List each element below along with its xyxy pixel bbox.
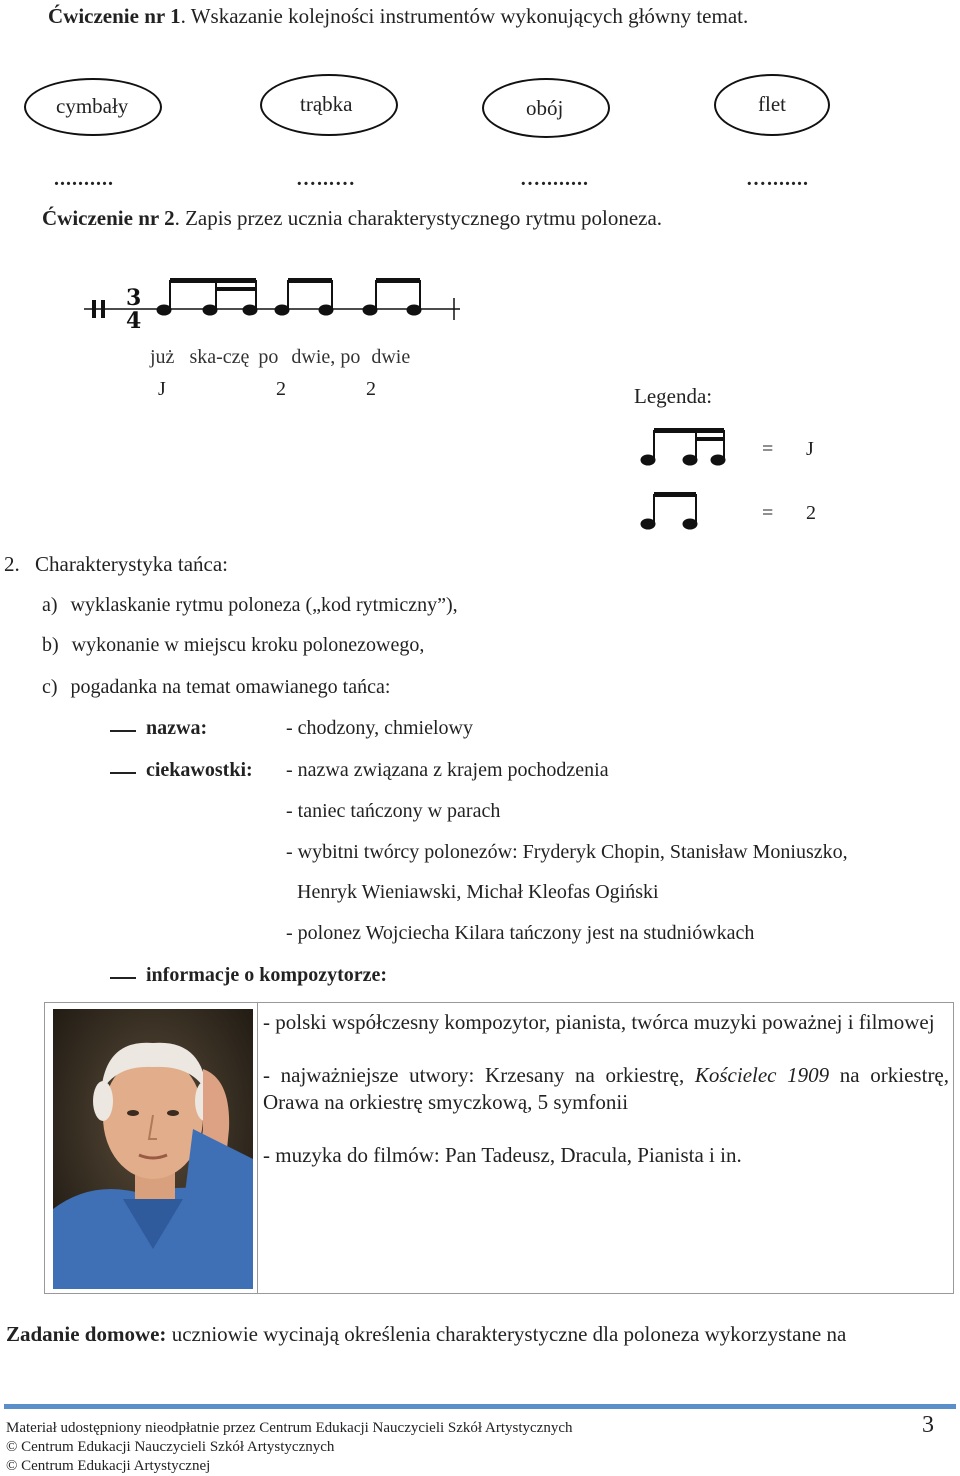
- time-signature-denominator: 4: [126, 308, 142, 334]
- legend-symbol-eighths: [636, 488, 706, 534]
- curio-line: - polonez Wojciecha Kilara tańczony jest na studniówkach: [286, 922, 755, 944]
- lyric-syllable: po: [340, 346, 361, 368]
- homework-text: uczniowie wycinają określenia charakterystyczne dla poloneza wykorzystane na: [166, 1322, 847, 1346]
- instrument-label: trąbka: [300, 92, 353, 116]
- blank-3: …........: [520, 168, 589, 190]
- blank-2: …...…: [296, 168, 356, 190]
- composer-description: [263, 1009, 949, 1195]
- exercise2-heading: [42, 206, 662, 231]
- instrument-oval-3: [482, 78, 610, 138]
- name-label: nazwa:: [146, 717, 208, 739]
- dash-bullet: [110, 977, 136, 979]
- composer-photo: [53, 1009, 253, 1289]
- name-value: - chodzony, chmielowy: [286, 717, 473, 739]
- section2-number: 2.: [4, 552, 20, 576]
- composer-works-b: na orkiestrę, Orawa na orkiestrę smyczkową, 5 symfonii: [263, 1063, 950, 1114]
- blank-1: ..........: [54, 168, 114, 190]
- section2-heading: [4, 552, 228, 577]
- time-signature-numerator: 3: [126, 285, 142, 311]
- page-number: 3: [922, 1412, 934, 1438]
- table-divider: [257, 1003, 258, 1293]
- exercise2-label: Ćwiczenie nr 2: [42, 206, 175, 230]
- dash-bullet: [110, 772, 136, 774]
- composer-label: informacje o kompozytorze:: [146, 964, 388, 986]
- composer-works-a: - najważniejsze utwory: Krzesany na orkiestrę,: [263, 1063, 695, 1087]
- lyric-syllable: dwie: [371, 346, 411, 368]
- legend-equals-2: =: [762, 502, 774, 524]
- list-item: [42, 676, 390, 699]
- lyric-syllable: już: [150, 346, 175, 368]
- list-item: [42, 634, 424, 657]
- footer-line-1: Materiał udostępniony nieodpłatnie przez Centrum Edukacji Nauczycieli Szkół Artystycznych: [6, 1420, 573, 1436]
- list-item: [42, 594, 458, 617]
- homework-label: Zadanie domowe:: [6, 1322, 167, 1346]
- legend-equals-1: =: [762, 438, 774, 460]
- curio-line: - wybitni twórcy polonezów: Fryderyk Chopin, Stanisław Moniuszko,: [286, 841, 848, 863]
- lyric-syllable: -: [216, 346, 223, 368]
- exercise1-text: . Wskazanie kolejności instrumentów wykonujących główny temat.: [180, 4, 749, 28]
- section2-title: Charakterystyka tańca:: [35, 552, 228, 576]
- lyric-syllable: dwie,: [291, 346, 336, 368]
- instrument-oval-2: [260, 74, 398, 136]
- rhythm-code-2: 2: [276, 378, 286, 400]
- exercise2-text: . Zapis przez ucznia charakterystycznego rytmu poloneza.: [174, 206, 663, 230]
- list-text: wykonanie w miejscu kroku polonezowego,: [71, 634, 425, 656]
- curio-line: - taniec tańczony w parach: [286, 800, 501, 822]
- composer-works-italic: Kościelec 1909: [694, 1063, 830, 1087]
- instrument-oval-4: [714, 74, 830, 136]
- list-marker: b): [42, 634, 59, 656]
- exercise1-heading: [48, 4, 748, 29]
- rhythm-lyrics: [150, 346, 410, 369]
- blank-4: ….......: [746, 168, 809, 190]
- legend-symbol-eighth-sixteenths: [636, 424, 736, 470]
- lyric-syllable: po: [258, 346, 279, 368]
- curio-line: Henryk Wieniawski, Michał Kleofas Ogiński: [297, 881, 659, 903]
- footer-line-3: © Centrum Edukacji Artystycznej: [6, 1458, 211, 1474]
- rhythm-code-1: J: [158, 378, 166, 400]
- list-text: wyklaskanie rytmu poloneza („kod rytmiczny”),: [70, 594, 458, 616]
- composer-paragraph: [263, 1062, 949, 1116]
- polonaise-rhythm-staff: [80, 272, 480, 336]
- composer-paragraph: - muzyka do filmów: Pan Tadeusz, Dracula, Pianista i in.: [263, 1143, 742, 1167]
- instrument-oval-1: [24, 78, 162, 136]
- instrument-label: cymbały: [56, 94, 129, 118]
- composer-paragraph: - polski współczesny kompozytor, pianista, twórca muzyki poważnej i filmowej: [263, 1010, 935, 1034]
- curio-label: ciekawostki:: [146, 759, 253, 781]
- instrument-label: obój: [526, 96, 564, 120]
- curio-line: - nazwa związana z krajem pochodzenia: [286, 759, 609, 781]
- legend-value-1: J: [806, 438, 814, 460]
- list-marker: c): [42, 676, 58, 698]
- exercise1-label: Ćwiczenie nr 1: [48, 4, 181, 28]
- footer-line-2: © Centrum Edukacji Nauczycieli Szkół Artystycznych: [6, 1439, 335, 1455]
- lyric-syllable: ska: [189, 346, 217, 368]
- rhythm-code-3: 2: [366, 378, 376, 400]
- legend-value-2: 2: [806, 502, 816, 524]
- list-marker: a): [42, 594, 58, 616]
- instrument-label: flet: [758, 92, 786, 116]
- legend-title: Legenda:: [634, 384, 713, 408]
- lyric-syllable: czę: [222, 346, 250, 368]
- list-text: pogadanka na temat omawianego tańca:: [70, 676, 391, 698]
- footer-rule: [4, 1404, 956, 1409]
- composer-info-table: [44, 1002, 954, 1294]
- homework: [6, 1322, 846, 1347]
- dash-bullet: [110, 730, 136, 732]
